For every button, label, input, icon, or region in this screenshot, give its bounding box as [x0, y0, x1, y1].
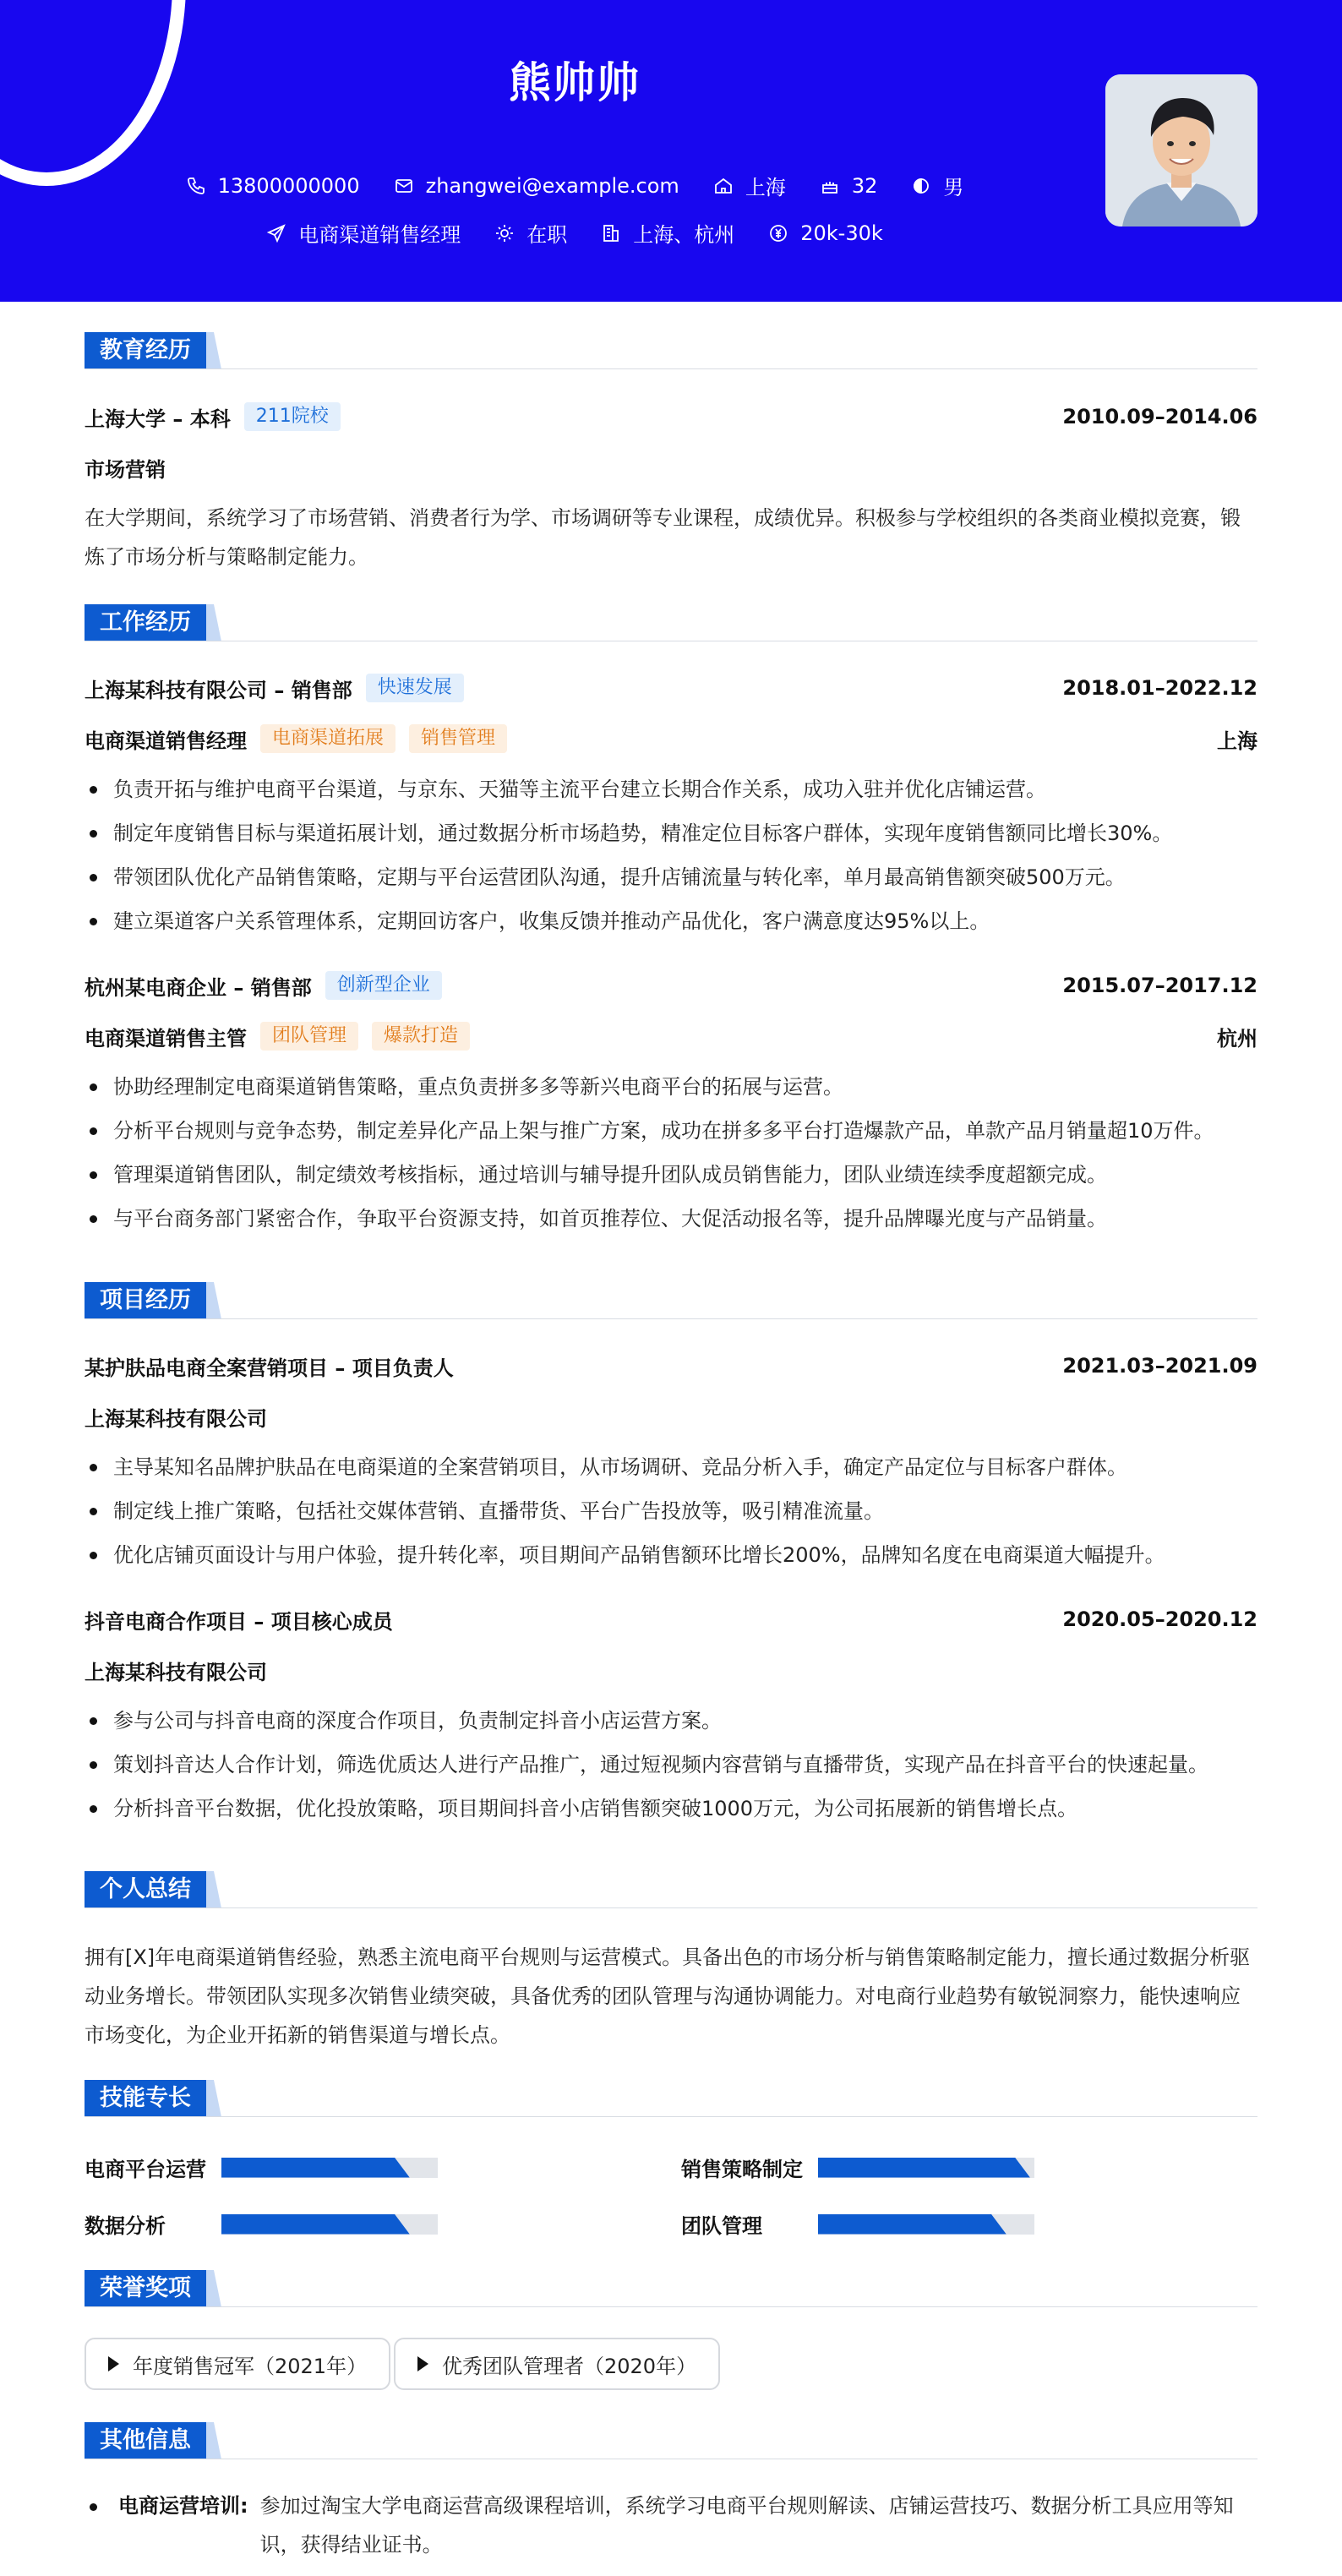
project-company: 上海某科技有限公司 — [85, 1406, 267, 1431]
project-company: 上海某科技有限公司 — [85, 1660, 267, 1684]
target-city-value: 上海、杭州 — [633, 223, 735, 247]
mail-icon — [394, 176, 414, 196]
cake-icon — [820, 176, 840, 196]
section-title-summary: 个人总结 — [85, 1871, 221, 1908]
email-value: zhangwei@example.com — [425, 173, 679, 198]
award-text: 年度销售冠军（2021年） — [133, 2354, 368, 2378]
project-company-row — [85, 1655, 1257, 1685]
status-value: 在职 — [526, 223, 568, 247]
job-location: 上海 — [1217, 729, 1257, 753]
job-bullets — [85, 767, 1257, 943]
gender-value: 男 — [943, 176, 964, 199]
list-item: 参与公司与抖音电商的深度合作项目，负责制定抖音小店运营方案。 — [85, 1699, 1257, 1743]
email-info — [394, 174, 679, 198]
position-info — [266, 218, 461, 248]
company-name: 杭州某电商企业 – 销售部 — [85, 975, 312, 1000]
city-value: 上海 — [745, 176, 786, 199]
section-title-awards: 荣誉奖项 — [85, 2270, 221, 2307]
project-date: 2021.03–2021.09 — [1062, 1354, 1257, 1378]
candidate-name: 熊帅帅 — [509, 58, 641, 107]
contact-row — [0, 171, 1149, 200]
phone-info — [186, 174, 360, 198]
list-item: 分析抖音平台数据，优化投放策略，项目期间抖音小店销售额突破1000万元，为公司拓展新的销售增长点。 — [85, 1787, 1257, 1831]
status-info — [494, 218, 567, 248]
job-header-row — [85, 970, 1257, 1001]
list-item: 管理渠道销售团队，制定绩效考核指标，通过培训与辅导提升团队成员销售能力，团队业绩连续季度超额完成。 — [85, 1153, 1257, 1197]
send-icon — [266, 223, 286, 243]
skill-bar — [818, 2214, 1034, 2235]
project-date: 2020.05–2020.12 — [1062, 1607, 1257, 1631]
section-title-education: 教育经历 — [85, 332, 221, 369]
gender-info — [911, 171, 963, 200]
status-icon — [494, 223, 515, 243]
list-item: 策划抖音达人合作计划，筛选优质达人进行产品推广，通过短视频内容营销与直播带货，实现产品在抖音平台的快速起量。 — [85, 1743, 1257, 1787]
list-item: 优化店铺页面设计与用户体验，提升转化率，项目期间产品销售额环比增长200%，品牌知名度在电商渠道大幅提升。 — [85, 1533, 1257, 1577]
building-icon — [601, 223, 621, 243]
job-role: 电商渠道销售主管 — [85, 1026, 247, 1051]
role-tag: 团队管理 — [260, 1022, 358, 1051]
skill-bar — [818, 2158, 1034, 2178]
major: 市场营销 — [85, 457, 166, 482]
company-tag: 快速发展 — [366, 674, 464, 702]
skill-item — [85, 2209, 438, 2239]
skill-name: 团队管理 — [681, 2214, 762, 2238]
target-city-info — [601, 218, 734, 248]
job-role: 电商渠道销售经理 — [85, 729, 247, 753]
list-item: 分析平台规则与竞争态势，制定差异化产品上架与推广方案，成功在拼多多平台打造爆款产品，单款产品月销量超10万件。 — [85, 1109, 1257, 1153]
job-header-row — [85, 673, 1257, 703]
job-date: 2015.07–2017.12 — [1062, 974, 1257, 997]
list-item: 主导某知名品牌护肤品在电商渠道的全案营销项目，从市场调研、竞品分析入手，确定产品定位与目标客户群体。 — [85, 1445, 1257, 1489]
skill-item — [681, 2209, 1034, 2239]
award-item — [85, 2338, 390, 2390]
skill-bar — [221, 2214, 438, 2235]
phone-value: 13800000000 — [217, 173, 360, 198]
education-date: 2010.09–2014.06 — [1062, 405, 1257, 428]
award-text: 优秀团队管理者（2020年） — [442, 2354, 697, 2378]
list-item: 制定线上推广策略，包括社交媒体营销、直播带货、平台广告投放等，吸引精准流量。 — [85, 1489, 1257, 1533]
section-title-skills: 技能专长 — [85, 2080, 221, 2117]
section-divider — [85, 1907, 1257, 1908]
skill-name: 销售策略制定 — [681, 2158, 803, 2181]
play-icon — [417, 2356, 428, 2371]
age-value: 32 — [851, 173, 878, 198]
role-tag: 电商渠道拓展 — [260, 724, 396, 753]
money-icon — [768, 223, 788, 243]
skill-name: 数据分析 — [85, 2214, 166, 2238]
project-company-row — [85, 1401, 1257, 1432]
section-divider — [85, 2306, 1257, 2307]
major-row — [85, 453, 1257, 482]
list-item: 协助经理制定电商渠道销售策略，重点负责拼多多等新兴电商平台的拓展与运营。 — [85, 1065, 1257, 1109]
section-divider — [85, 2116, 1257, 2117]
avatar-illustration — [1105, 74, 1257, 226]
profile-photo — [1105, 74, 1257, 226]
project-name: 抖音电商合作项目 – 项目核心成员 — [85, 1609, 393, 1634]
city-info — [713, 171, 786, 200]
list-item: 负责开拓与维护电商平台渠道，与京东、天猫等主流平台建立长期合作关系，成功入驻并优化店铺运营。 — [85, 767, 1257, 811]
project-name: 某护肤品电商全案营销项目 – 项目负责人 — [85, 1356, 454, 1380]
list-item: 带领团队优化产品销售策略，定期与平台运营团队沟通，提升店铺流量与转化率，单月最高销售额突破500万元。 — [85, 855, 1257, 899]
skill-bar-fill — [818, 2214, 1006, 2235]
age-info — [820, 174, 878, 198]
section-title-work: 工作经历 — [85, 604, 221, 641]
section-title-other: 其他信息 — [85, 2422, 221, 2459]
role-tag: 爆款打造 — [372, 1022, 470, 1051]
list-item: 制定年度销售目标与渠道拓展计划，通过数据分析市场趋势，精准定位目标客户群体，实现年度销售额同比增长30%。 — [85, 811, 1257, 855]
job-role-row — [85, 1021, 1257, 1051]
award-item — [394, 2338, 720, 2390]
job-role-row — [85, 723, 1257, 754]
resume-header — [0, 0, 1342, 302]
other-info-item — [85, 2486, 1257, 2564]
section-divider — [85, 368, 1257, 369]
skill-bar-fill — [818, 2158, 1030, 2178]
salary-info — [768, 221, 883, 245]
list-item: 与平台商务部门紧密合作，争取平台资源支持，如首页推荐位、大促活动报名等，提升品牌曝光度与产品销量。 — [85, 1197, 1257, 1241]
salary-value: 20k-30k — [800, 221, 883, 245]
project-bullets — [85, 1699, 1257, 1831]
other-info-label: 电商运营培训: — [118, 2494, 248, 2518]
education-description: 在大学期间，系统学习了市场营销、消费者行为学、市场调研等专业课程，成绩优异。积极参与学校组织的各类商业模拟竞赛，锻炼了市场分析与策略制定能力。 — [85, 506, 1241, 569]
section-divider — [85, 1318, 1257, 1319]
project-bullets — [85, 1445, 1257, 1577]
skill-bar — [221, 2158, 438, 2178]
home-icon — [713, 176, 734, 196]
role-tag: 销售管理 — [409, 724, 507, 753]
job-intent-row — [0, 218, 1149, 248]
skill-bar-fill — [221, 2214, 410, 2235]
skill-item — [85, 2153, 438, 2182]
school-name: 上海大学 – 本科 — [85, 407, 231, 431]
skill-item — [681, 2153, 1034, 2182]
phone-icon — [186, 176, 206, 196]
position-value: 电商渠道销售经理 — [298, 223, 461, 247]
job-date: 2018.01–2022.12 — [1062, 676, 1257, 700]
project-header-row — [85, 1351, 1257, 1381]
education-header-row — [85, 401, 1257, 432]
company-tag: 创新型企业 — [325, 971, 442, 1000]
other-info-text: 参加过淘宝大学电商运营高级课程培训，系统学习电商平台规则解读、店铺运营技巧、数据分析工具应用等知识，获得结业证书。 — [259, 2494, 1234, 2557]
company-name: 上海某科技有限公司 – 销售部 — [85, 678, 352, 702]
gender-icon — [911, 176, 931, 196]
bullet-dot — [90, 2503, 97, 2511]
section-title-projects: 项目经历 — [85, 1282, 221, 1319]
job-location: 杭州 — [1217, 1026, 1257, 1051]
project-header-row — [85, 1604, 1257, 1635]
skill-name: 电商平台运营 — [85, 2158, 206, 2181]
list-item: 建立渠道客户关系管理体系，定期回访客户，收集反馈并推动产品优化，客户满意度达95%以上。 — [85, 899, 1257, 943]
job-bullets — [85, 1065, 1257, 1241]
skill-bar-fill — [221, 2158, 410, 2178]
play-icon — [108, 2356, 119, 2371]
school-tag: 211院校 — [244, 402, 341, 431]
summary-text: 拥有[X]年电商渠道销售经验，熟悉主流电商平台规则与运营模式。具备出色的市场分析与销售策略制定能力，擅长通过数据分析驱动业务增长。带领团队实现多次销售业绩突破，具备优秀的团队管理与沟通协调能力。对电商行业趋势有敏锐洞察力，能快速响应市场变化，为企业开拓新的销售渠道与增长点。 — [85, 1946, 1251, 2047]
